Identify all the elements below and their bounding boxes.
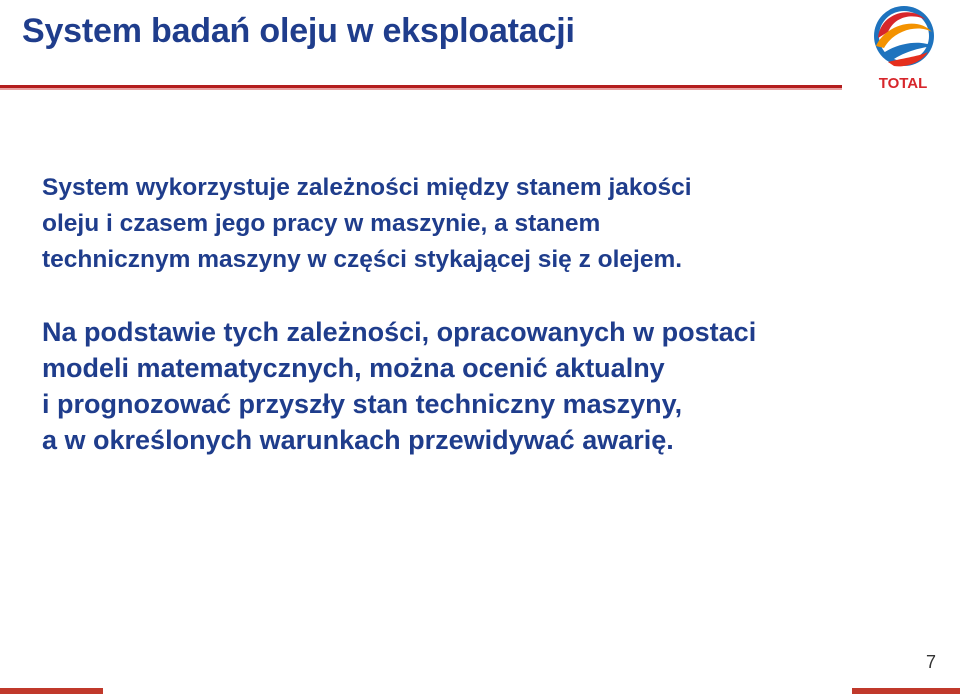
paragraph-2-line: modeli matematycznych, można ocenić aktualny <box>42 353 665 383</box>
paragraph-2-line: a w określonych warunkach przewidywać awarię. <box>42 425 674 455</box>
total-logo-mark <box>874 6 934 66</box>
page-number: 7 <box>925 652 936 672</box>
paragraph-2-line: Na podstawie tych zależności, opracowanych w postaci <box>42 317 757 347</box>
paragraph-1-line: oleju i czasem jego pracy w maszynie, a stanem <box>42 210 601 237</box>
paragraph-2 <box>42 314 756 458</box>
paragraph-2-line: i prognozować przyszły stan techniczny maszyny, <box>42 389 683 419</box>
paragraph-1-line: technicznym maszyny w części stykającej się z olejem. <box>42 246 683 273</box>
paragraph-1-line: System wykorzystuje zależności między stanem jakości <box>42 174 692 201</box>
footer-bar-left <box>0 688 103 694</box>
logo-wordmark: TOTAL <box>878 75 928 92</box>
footer-bar-right <box>852 688 960 694</box>
total-logo <box>858 2 948 94</box>
title-underline-shadow <box>0 88 842 90</box>
slide-title: System badań oleju w eksploatacji <box>22 12 575 50</box>
paragraph-1 <box>42 170 692 278</box>
